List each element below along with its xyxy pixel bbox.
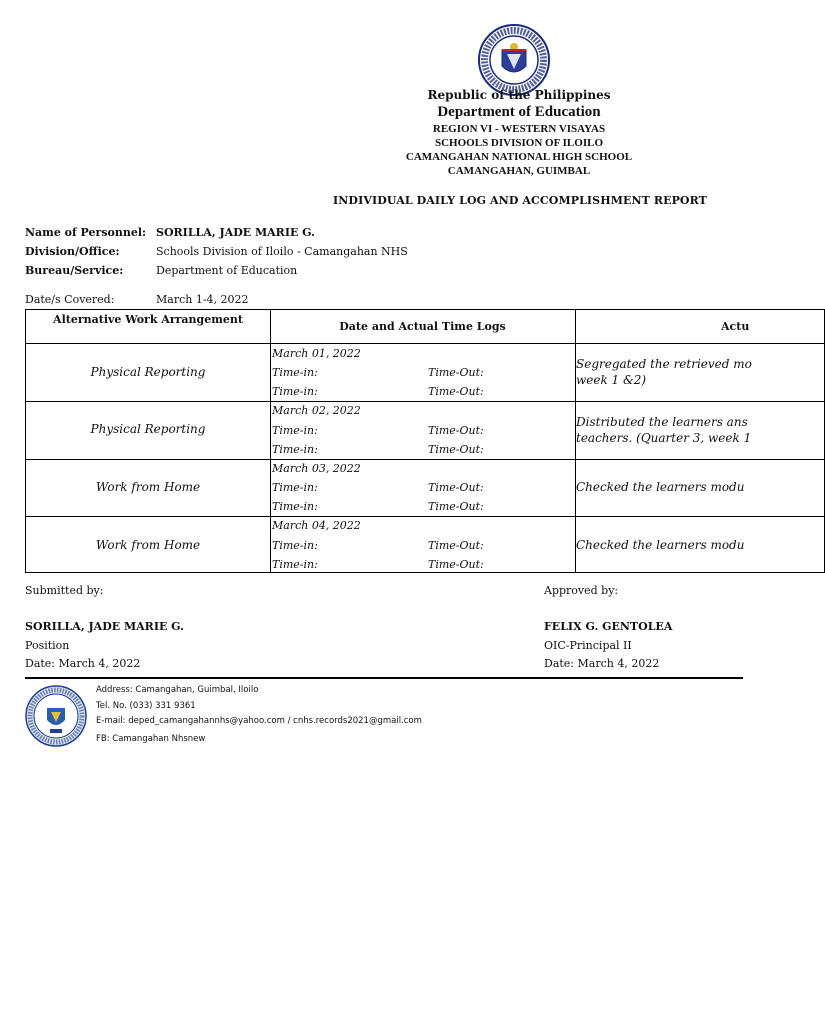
footer-tel: Tel. No. (033) 331 9361	[96, 701, 196, 711]
activity-line: teachers. (Quarter 3, week 1	[576, 431, 752, 445]
approved-date: Date: March 4, 2022	[544, 657, 660, 670]
time-in-label: Time-in:	[272, 539, 318, 552]
time-out-label: Time-Out:	[428, 539, 484, 552]
submitted-date: Date: March 4, 2022	[25, 657, 141, 670]
time-out-label: Time-Out:	[428, 385, 484, 398]
deped-seal-icon	[477, 23, 551, 97]
time-out-label: Time-Out:	[428, 424, 484, 437]
footer-email: E-mail: deped_camangahannhs@yahoo.com / cnhs.records2021@gmail.com	[96, 716, 422, 726]
approved-by-position: OIC-Principal II	[544, 639, 632, 652]
division-value: Schools Division of Iloilo - Camangahan NHS	[156, 245, 408, 258]
department-line: Department of Education	[437, 104, 601, 120]
footer-divider	[25, 677, 743, 679]
activity-line: Checked the learners modu	[576, 538, 745, 552]
date-cell: March 04, 2022	[272, 519, 361, 532]
activity-line: Segregated the retrieved mo	[576, 357, 752, 371]
arrangement-cell: Work from Home	[95, 480, 201, 494]
division-line: SCHOOLS DIVISION OF ILOILO	[435, 137, 603, 149]
bureau-label: Bureau/Service:	[25, 264, 124, 277]
time-in-label: Time-in:	[272, 500, 318, 513]
bureau-value: Department of Education	[156, 264, 298, 277]
activity-line: Distributed the learners ans	[576, 415, 748, 429]
activity-line: week 1 &2)	[576, 373, 647, 387]
activity-line: Checked the learners modu	[576, 480, 745, 494]
time-in-label: Time-in:	[272, 366, 318, 379]
arrangement-cell: Physical Reporting	[90, 365, 206, 379]
date-cell: March 01, 2022	[272, 347, 361, 360]
name-label: Name of Personnel:	[25, 226, 147, 239]
time-out-label: Time-Out:	[428, 481, 484, 494]
date-cell: March 02, 2022	[272, 404, 361, 417]
republic-line: Republic of the Philippines	[427, 88, 611, 102]
approved-by-label: Approved by:	[544, 584, 619, 597]
arrangement-cell: Physical Reporting	[90, 422, 206, 436]
footer-fb: FB: Camangahan Nhsnew	[96, 734, 206, 744]
dates-label: Date/s Covered:	[25, 293, 115, 306]
log-table	[25, 309, 825, 573]
arrangement-cell: Work from Home	[95, 538, 201, 552]
approved-by-name: FELIX G. GENTOLEA	[544, 620, 673, 633]
time-in-label: Time-in:	[272, 443, 318, 456]
location-line: CAMANGAHAN, GUIMBAL	[447, 165, 591, 177]
col-header-time-logs: Date and Actual Time Logs	[339, 320, 506, 333]
submitted-by-position: Position	[25, 639, 70, 652]
date-cell: March 03, 2022	[272, 462, 361, 475]
time-in-label: Time-in:	[272, 385, 318, 398]
time-in-label: Time-in:	[272, 481, 318, 494]
time-in-label: Time-in:	[272, 424, 318, 437]
division-label: Division/Office:	[25, 245, 120, 258]
school-line: CAMANGAHAN NATIONAL HIGH SCHOOL	[405, 151, 633, 163]
time-out-label: Time-Out:	[428, 558, 484, 571]
submitted-by-name: SORILLA, JADE MARIE G.	[25, 620, 185, 633]
report-title: INDIVIDUAL DAILY LOG AND ACCOMPLISHMENT REPORT	[333, 194, 707, 207]
name-value: SORILLA, JADE MARIE G.	[156, 226, 316, 239]
submitted-by-label: Submitted by:	[25, 584, 104, 597]
dates-value: March 1-4, 2022	[156, 293, 249, 306]
col-header-accomplishment: Actu	[721, 320, 750, 333]
school-seal-icon	[25, 685, 87, 747]
time-in-label: Time-in:	[272, 558, 318, 571]
footer-address: Address: Camangahan, Guimbal, Iloilo	[96, 685, 259, 695]
region-line: REGION VI - WESTERN VISAYAS	[432, 123, 606, 135]
time-out-label: Time-Out:	[428, 500, 484, 513]
time-out-label: Time-Out:	[428, 366, 484, 379]
time-out-label: Time-Out:	[428, 443, 484, 456]
col-header-arrangement: Alternative Work Arrangement	[53, 313, 243, 326]
